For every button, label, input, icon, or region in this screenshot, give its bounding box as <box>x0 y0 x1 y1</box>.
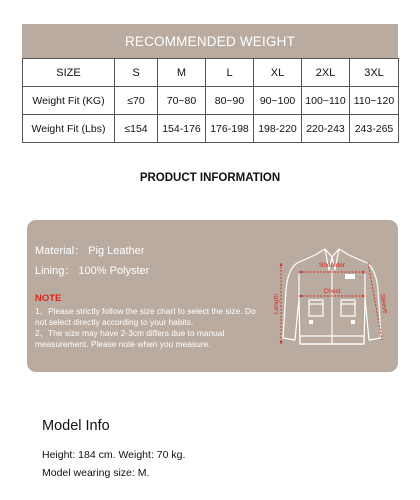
length-label: Length <box>273 294 280 314</box>
lining-text: Lining： 100% Polyster <box>35 265 150 277</box>
table-cell: 243-265 <box>350 115 399 143</box>
size-table <box>22 58 399 143</box>
jacket-diagram <box>269 238 395 364</box>
note-text <box>35 306 267 350</box>
table-cell: 176-198 <box>206 115 254 143</box>
header-cell: XL <box>254 59 302 87</box>
header-cell: 3XL <box>350 59 399 87</box>
weight-lbs-row <box>23 115 399 143</box>
header-cell: SIZE <box>23 59 115 87</box>
table-cell: 154-176 <box>158 115 206 143</box>
table-cell: 90~100 <box>254 87 302 115</box>
table-cell: ≤154 <box>115 115 158 143</box>
jacket-measurement-diagram <box>269 238 395 364</box>
table-cell: 100~110 <box>302 87 350 115</box>
model-size-worn: Model wearing size: M. <box>42 467 150 479</box>
note-line: 2、The size may have 2-3cm differs due to manual measurement. Please note when you measure. <box>35 328 225 349</box>
model-info <box>42 418 185 482</box>
size-chart <box>22 24 398 143</box>
header-cell: S <box>115 59 158 87</box>
header-cell: 2XL <box>302 59 350 87</box>
table-cell: ≤70 <box>115 87 158 115</box>
size-chart-title: RECOMMENDED WEIGHT <box>22 24 398 58</box>
product-info-heading: PRODUCT INFORMATION <box>139 172 281 184</box>
chest-label: Chest <box>323 288 341 295</box>
model-measurements: Height: 184 cm. Weight: 70 kg. <box>42 449 186 461</box>
size-header-row <box>23 59 399 87</box>
sleeve-label: Sleeve <box>378 293 389 315</box>
note-line: 1、Please strictly follow the size chart to select the size. Do not select directly according to your habits. <box>35 306 256 327</box>
product-info-card <box>27 220 398 372</box>
model-info-title: Model Info <box>42 418 110 434</box>
material-text: Material： Pig Leather <box>35 245 145 257</box>
header-cell: L <box>206 59 254 87</box>
table-cell: 80~90 <box>206 87 254 115</box>
header-cell: M <box>158 59 206 87</box>
table-cell: 198-220 <box>254 115 302 143</box>
table-cell: 110~120 <box>350 87 399 115</box>
table-cell: 220-243 <box>302 115 350 143</box>
note-title: NOTE <box>35 293 62 304</box>
table-cell: 70~80 <box>158 87 206 115</box>
row-label: Weight Fit (Lbs) <box>23 115 115 143</box>
shoulder-label: Shoulder <box>318 262 346 269</box>
weight-kg-row <box>23 87 399 115</box>
row-label: Weight Fit (KG) <box>23 87 115 115</box>
